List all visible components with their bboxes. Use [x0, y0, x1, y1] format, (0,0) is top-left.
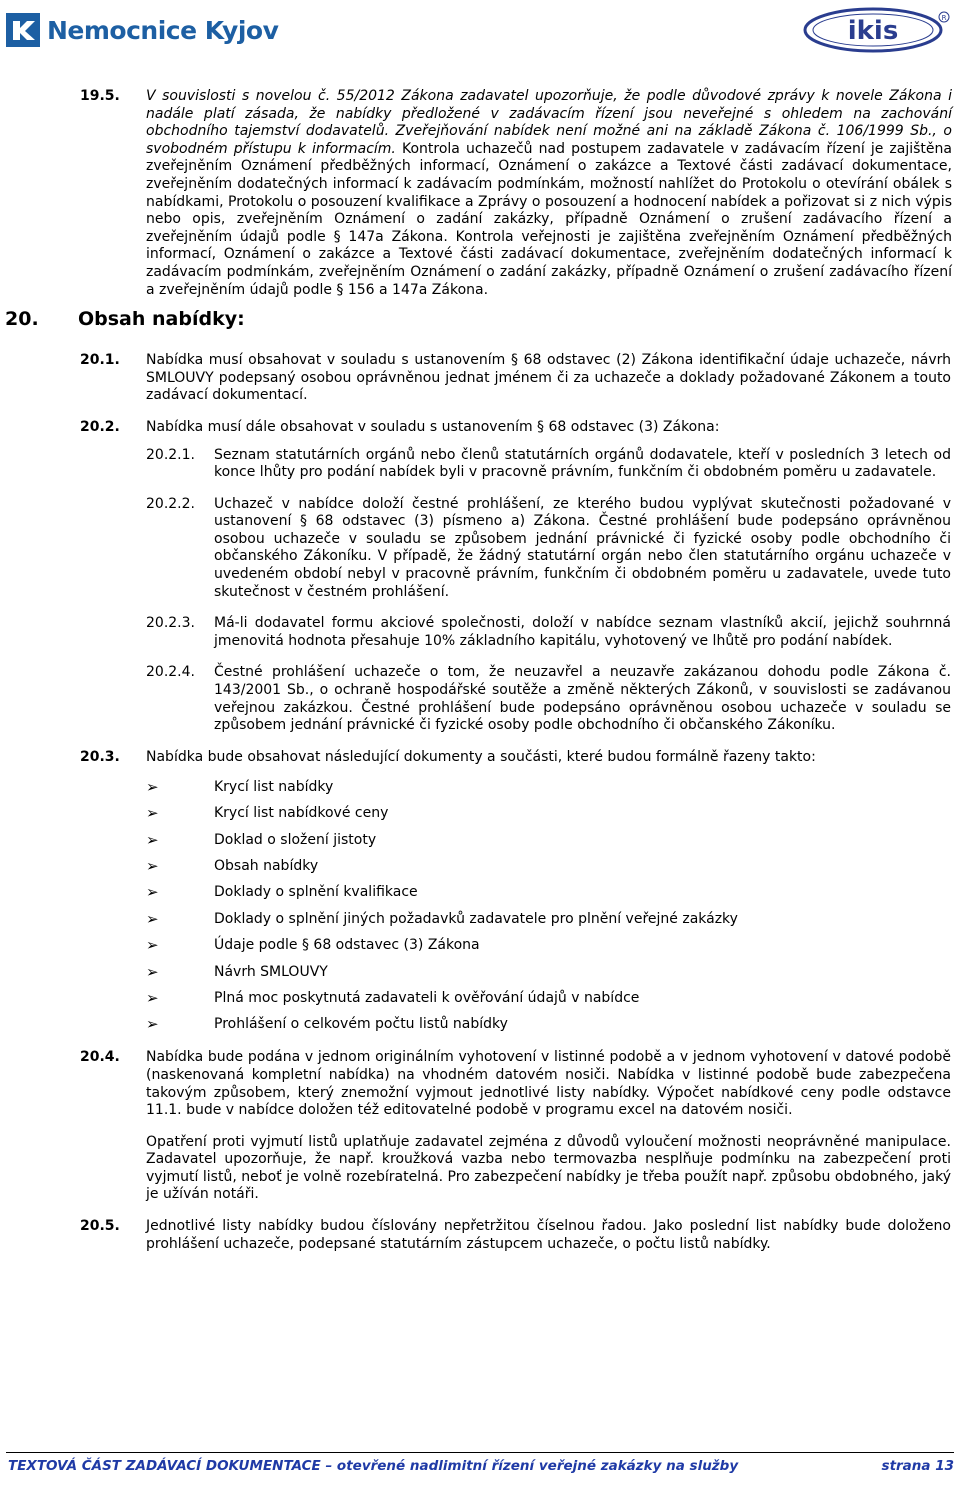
list-item [146, 880, 960, 906]
paragraph-20-1 [0, 352, 960, 405]
list-item-text: Prohlášení o celkovém počtu listů nabídky [214, 1016, 508, 1033]
arrow-bullet-icon: ➢ [146, 830, 159, 849]
subparagraph-20-2-3 [146, 615, 960, 650]
paragraph-text: Nabídka musí obsahovat v souladu s ustanovením § 68 odstavec (2) Zákona identifikační údaje uchazeče, návrh SMLOUVY podepsaný osobou oprávněnou jednat jménem či za uchazeče a doklady požadované Zákonem a touto zadávací dokumentací. [146, 352, 951, 404]
section-title: Obsah nabídky: [78, 308, 245, 331]
list-item-text: Krycí list nabídky [214, 778, 334, 795]
arrow-bullet-icon: ➢ [146, 777, 159, 796]
paragraph-text: Nabídka bude podána v jednom originálním vyhotovení v listinné podobě a v jednom vyhotovení v datové podobě (naskenovaná kompletní nabídka) na vhodném datovém nosiči. Nabídka v listinné podobě bude zabezpečena takovým způsobem, který znemožní vyjmout jednotlivé listy nabídky. Výpočet nabídkové ceny podle odstavce 11.1. bude v nabídce doložen též editovatelné podobě v programu excel na datovém nosiči. [146, 1049, 951, 1119]
paragraph-number: 20.4. [80, 1049, 120, 1066]
paragraph-text: Opatření proti vyjmutí listů uplatňuje zadavatel zejména z důvodů vyloučení možnosti neoprávněné manipulace. Zadavatel upozorňuje, že např. kroužková vazba nebo termovazba nesplňuje podmínku na zabezpečení proti vyjmutí listů, neboť je volně rozebíratelná. Pro zabezpečení nabídky je třeba použít např. způsobu obdobného, jaký je užíván notáři. [146, 1133, 951, 1203]
subparagraph-20-2-2 [146, 496, 960, 602]
list-item [146, 986, 960, 1012]
paragraph-number: 20.1. [80, 352, 120, 369]
arrow-bullet-icon: ➢ [146, 962, 159, 981]
list-item [146, 827, 960, 853]
paragraph-text: V souvislosti s novelou č. 55/2012 Zákona zadavatel upozorňuje, že podle důvodové zprávy k novele Zákona i nadále platí zásada, že nabídky předložené v zadávacím řízení jsou neveřejné s ohledem na zachování obchodního tajemství dodavatelů. Zveřejňování nabídek není možné ani na základě Zákona č. 106/1999 Sb., o svobodném přístupu k informacím. Kontrola uchazečů nad postupem zadavatele v zadávacím řízení je zajištěna zveřejněním Oznámení předběžných informací, Oznámení o zakázce a Textové části zadávací dokumentace, zveřejněním dodatečných informací k zadávacím podmínkám, možností nahlížet do Protokolu o otevírání obálek s nabídkami, Protokolu o posouzení kvalifikace a Zprávy o posouzení a hodnocení nabídek a pořizovat si z nich výpis nebo opis, zveřejněním Oznámení o zadání zakázky, případně Oznámení o zrušení zadávacího řízení a zveřejněním údajů podle § 147a Zákona. Kontrola veřejnosti je zajištěna zveřejněním Oznámení předběžných informací, Oznámení o zakázce a Textové části zadávací dokumentace, zveřejněním dodatečných informací k zadávacím podmínkám, zveřejněním Oznámení o zadání zakázky, případně Oznámení o zrušení zadávacího řízení a zveřejněním údajů podle § 156 a 147a Zákona. [146, 88, 952, 298]
arrow-bullet-icon: ➢ [146, 856, 159, 875]
subparagraph-20-2-4 [146, 664, 960, 734]
paragraph-20-5 [0, 1218, 960, 1253]
arrow-bullet-icon: ➢ [146, 988, 159, 1007]
subparagraph-text: Uchazeč v nabídce doloží čestné prohlášení, ze kterého budou vyplývat skutečnosti požadované v ustanovení § 68 odstavec (3) písmeno a) Zákona. Čestné prohlášení bude podepsáno oprávněnou osobou uchazeče v souladu se způsobem jednání právnické či fyzické osoby podle obchodního či občanského Zákoníku. V případě, že žádný statutární orgán nebo člen statutárního orgánu uchazeče v uvedeném období nebyl v pracovně právním, funkčním či obdobném poměru u zadavatele, uvede tuto skutečnost v čestném prohlášení. [214, 495, 951, 600]
section-heading [0, 308, 960, 341]
document-list [146, 774, 960, 1038]
paragraph-20-4 [0, 1049, 960, 1119]
paragraph-text: Nabídka musí dále obsahovat v souladu s ustanovením § 68 odstavec (3) Zákona: [146, 418, 720, 435]
paragraph-number: 20.3. [80, 748, 120, 765]
footer-divider [6, 1452, 954, 1453]
arrow-bullet-icon: ➢ [146, 1015, 159, 1034]
arrow-bullet-icon: ➢ [146, 804, 159, 823]
paragraph-20-4-continued [0, 1134, 960, 1204]
paragraph-text: Jednotlivé listy nabídky budou číslovány nepřetržitou číselnou řadou. Jako poslední list nabídky bude doloženo prohlášení uchazeče, podepsané statutárním zástupcem uchazeče, o počtu listů nabídky. [146, 1218, 951, 1252]
page-header [0, 0, 960, 60]
paragraph-19-5 [0, 88, 960, 299]
list-item-text: Doklady o splnění jiných požadavků zadavatele pro plnění veřejné zakázky [214, 910, 738, 927]
list-item-text: Obsah nabídky [214, 857, 319, 874]
subparagraph-text: Seznam statutárních orgánů nebo členů statutárních orgánů dodavatele, kteří v posledních 3 letech od konce lhůty pro podání nabídek byli v pracovně právním, funkčním či obdobném poměru u zadavatele. [214, 446, 951, 481]
footer-document-title: TEXTOVÁ ČÁST ZADÁVACÍ DOKUMENTACE – otevřené nadlimitní řízení veřejné zakázky na služby [8, 1458, 739, 1474]
list-item-text: Návrh SMLOUVY [214, 963, 328, 980]
list-item [146, 854, 960, 880]
list-item-text: Doklad o složení jistoty [214, 831, 377, 848]
subparagraph-text: Má-li dodavatel formu akciové společnosti, doloží v nabídce seznam vlastníků akcií, jejichž souhrnná jmenovitá hodnota přesahuje 10% základního kapitálu, vyhotovený ve lhůtě pro podání nabídek. [214, 615, 951, 649]
footer-page-number: strana 13 [881, 1458, 954, 1474]
document-body [0, 88, 960, 1253]
list-item [146, 959, 960, 985]
nemocnice-kyjov-logo [6, 10, 278, 50]
svg-text:R: R [941, 14, 947, 22]
list-item-text: Krycí list nabídkové ceny [214, 805, 389, 822]
arrow-bullet-icon: ➢ [146, 883, 159, 902]
paragraph-number: 20.2. [80, 418, 120, 435]
paragraph-number: 20.5. [80, 1218, 120, 1235]
arrow-bullet-icon: ➢ [146, 936, 159, 955]
svg-text:ikis: ikis [847, 16, 899, 46]
logo-text: Nemocnice Kyjov [47, 15, 279, 45]
ikis-logo [801, 4, 951, 56]
hospital-icon [6, 13, 40, 47]
list-item [146, 801, 960, 827]
list-item-text: Údaje podle § 68 odstavec (3) Zákona [214, 937, 480, 954]
arrow-bullet-icon: ➢ [146, 909, 159, 928]
list-item [146, 774, 960, 800]
subparagraph-20-2-1 [146, 447, 960, 482]
list-item [146, 1012, 960, 1038]
subparagraph-number: 20.2.4. [146, 664, 195, 681]
subparagraph-text: Čestné prohlášení uchazeče o tom, že neuzavřel a neuzavře zakázanou dohodu podle Zákona č. 143/2001 Sb., o ochraně hospodářské soutěže a změně některých Zákonů, v souvislosti se zadávanou veřejnou zakázkou. Čestné prohlášení bude podepsáno oprávněnou osobou uchazeče v souladu se způsobem jednání právnické či fyzické osoby podle obchodního či občanského Zákoníku. [214, 664, 951, 734]
list-item-text: Plná moc poskytnutá zadavateli k ověřování údajů v nabídce [214, 989, 640, 1006]
subparagraph-number: 20.2.3. [146, 615, 195, 632]
subparagraph-number: 20.2.2. [146, 495, 195, 512]
paragraph-text: Nabídka bude obsahovat následující dokumenty a součásti, které budou formálně řazeny takto: [146, 748, 816, 765]
paragraph-number: 19.5. [80, 88, 120, 104]
list-item-text: Doklady o splnění kvalifikace [214, 884, 418, 901]
list-item [146, 933, 960, 959]
subparagraph-number: 20.2.1. [146, 446, 195, 463]
list-item [146, 906, 960, 932]
paragraph-20-2 [0, 419, 960, 437]
paragraph-20-3 [0, 749, 960, 767]
page-footer [8, 1458, 954, 1474]
section-number: 20. [5, 308, 39, 331]
